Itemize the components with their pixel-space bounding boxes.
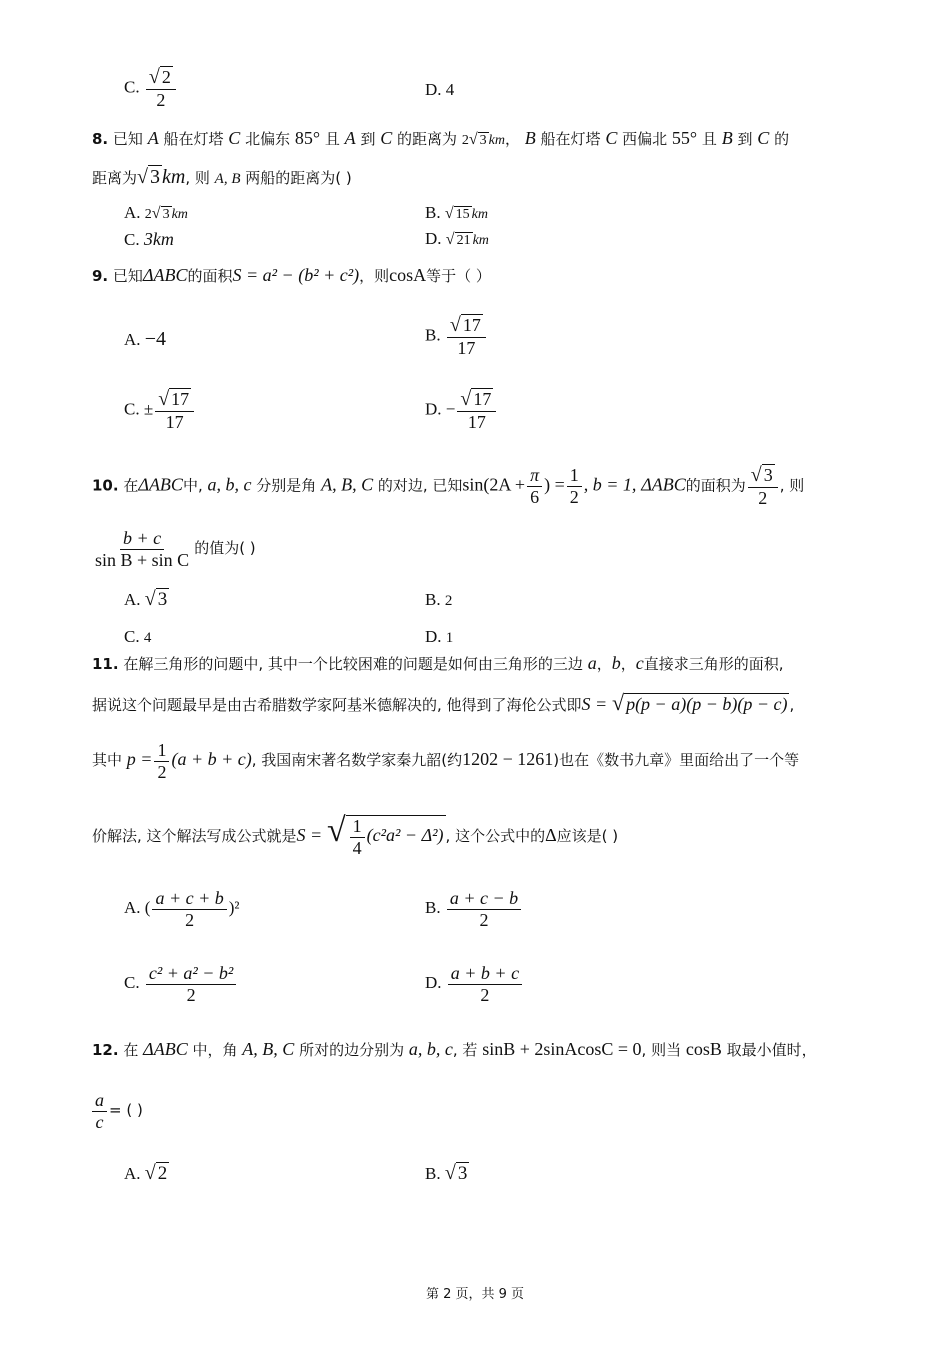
unit: km (471, 207, 488, 222)
heron-radicand: p(p − a)(p − b)(p − c) (626, 694, 788, 714)
denominator: 2 (186, 984, 196, 1005)
text: , 这个公式中的 (445, 827, 546, 845)
q11-option-d (425, 963, 524, 1005)
math: B (524, 128, 536, 148)
option-label: A. (124, 590, 141, 609)
math: c (635, 653, 644, 673)
option-label: D. (425, 973, 442, 993)
option-label: B. (425, 203, 441, 222)
fraction (527, 465, 542, 507)
text: , 我国南宋著名数学家秦九韶(约 (251, 751, 463, 770)
q11-option-c (124, 963, 238, 1005)
text: 价解法, 这个解法写成公式就是 (92, 827, 297, 845)
q12-line2 (92, 1090, 143, 1132)
fraction: $\frac{√ 17}{17}$ (447, 314, 486, 359)
text: , 则 (185, 169, 210, 187)
q10-option-b (425, 590, 452, 610)
text: 在 (123, 476, 139, 495)
q11-line1 (92, 653, 784, 674)
text: 的距离为 (397, 130, 458, 148)
radicand: 3 (763, 465, 773, 485)
numerator: 1 (350, 816, 365, 838)
fraction: $\frac{√ 3}{2}$ (748, 464, 778, 509)
fraction (152, 888, 226, 930)
q9-option-b (425, 314, 488, 359)
q11-line4: 价解法, 这个解法写成公式就是S = √ $\frac{1}{4}$ (c²a² − Δ²) , 这个公式中的Δ应该是( ) (92, 812, 619, 858)
math: 55° (671, 128, 698, 148)
option-value: −4 (144, 328, 167, 350)
math: ΔABC (142, 265, 188, 285)
numerator: a + c + b (152, 888, 226, 910)
fraction: $\frac{√ 17}{17}$ (457, 388, 496, 433)
denominator: c (95, 1111, 104, 1132)
unit: km (488, 133, 505, 148)
q9-option-d (425, 388, 498, 433)
q10-option-d (425, 627, 453, 647)
question-number: 8. (92, 130, 109, 148)
question-number: 12. (92, 1041, 119, 1059)
text: 在解三角形的问题中, 其中一个比较困难的问题是如何由三角形的三边 (123, 655, 583, 673)
text: 距离为 (92, 169, 138, 187)
radicand: 17 (473, 389, 492, 409)
q8-option-d: D. √ 21 km (425, 229, 489, 248)
denominator: 2 (157, 761, 167, 782)
fraction (92, 1090, 107, 1132)
option-label: C. (124, 973, 140, 993)
text: 的面积 (187, 267, 233, 285)
option-label: A. (124, 203, 141, 222)
option-label: B. (425, 590, 441, 609)
math: cosA (389, 265, 427, 285)
area-formula: S = a² − (b² + c²) (232, 265, 360, 285)
sign: ± (143, 399, 154, 419)
option-label: A. (124, 1164, 141, 1183)
text: 两船的距离为( ) (245, 169, 352, 187)
option-label: D. (425, 399, 442, 419)
fraction (146, 963, 236, 1005)
math: C (605, 128, 618, 148)
text: 应该是( ) (556, 827, 619, 845)
denominator: sin B + sin C (95, 549, 190, 570)
unit: km (171, 207, 188, 222)
radicand: 3 (479, 133, 487, 148)
text: 西偏北 (622, 130, 668, 148)
denominator: 4 (352, 837, 362, 858)
q8-option-b: B. √ 15 km (425, 203, 488, 222)
math: A (147, 128, 159, 148)
q12-line1 (92, 1039, 817, 1060)
q10-option-a: A. √ 3 (124, 588, 168, 610)
option-label: B. (425, 898, 441, 918)
fraction (448, 963, 522, 1005)
math: A, B, C (321, 474, 374, 495)
q11-option-a (124, 888, 240, 930)
text: , (789, 696, 795, 714)
q11-option-b (425, 888, 523, 930)
denominator: 2 (569, 486, 579, 507)
math: 85° (294, 128, 321, 148)
q10-option-c (124, 627, 151, 647)
math: C (757, 128, 770, 148)
denominator: 6 (530, 486, 540, 507)
paren: )² (228, 898, 240, 918)
math: A, B (214, 171, 241, 187)
text: ，则 (359, 267, 390, 285)
option-value: 4 (143, 630, 152, 646)
numerator: b + c (120, 528, 164, 550)
text: 船在灯塔 (163, 130, 224, 148)
text: 据说这个问题最早是由古希腊数学家阿基米德解决的, 他得到了海伦公式即 (92, 696, 582, 714)
math: a (587, 653, 597, 673)
text: 已知 (112, 267, 143, 285)
text: 等于（ ） (426, 267, 491, 285)
option-value: 1 (445, 630, 454, 646)
math: ΔABC (641, 474, 686, 495)
option-value: 2 (444, 593, 453, 609)
page-footer: 第 2 页，共 9 页 (425, 1287, 525, 1302)
math: A (344, 128, 356, 148)
text: 的对边, 已知 (377, 476, 463, 495)
text: , 则 (779, 476, 805, 495)
q10-line1 (92, 464, 804, 509)
numerator: 1 (154, 740, 169, 762)
text: 且 (324, 130, 340, 148)
radicand: 17 (171, 389, 190, 409)
q9-option-a (124, 328, 166, 351)
fraction (567, 465, 582, 507)
math: ΔABC (138, 474, 183, 495)
radicand: 17 (462, 315, 481, 335)
math: B (721, 128, 733, 148)
text: 且 (701, 130, 717, 148)
text: , 则当 (641, 1041, 682, 1059)
option-label: A. (124, 898, 141, 918)
text: 直接求三角形的面积, (643, 655, 784, 673)
math: (c²a² − Δ²) (366, 825, 444, 845)
q8-line1: 8. 已知 A 船在灯塔 C 北偏东 85° 且 A 到 C 的距离为 2√ 3 km， B 船在灯塔 C 西偏北 55° 且 B 到 C 的 (92, 128, 790, 148)
option-label: A. (124, 330, 141, 349)
q9-line1 (92, 265, 491, 286)
text: )也在《数书九章》里面给出了一个等 (553, 751, 800, 770)
text: ， (504, 130, 520, 148)
text: 的面积为 (685, 476, 746, 495)
sign: − (445, 399, 456, 419)
text: 的值为( ) (194, 539, 256, 558)
radicand: 2 (161, 67, 171, 87)
question-number: 11. (92, 655, 119, 673)
text: 到 (737, 130, 753, 148)
denominator: 2 (480, 984, 490, 1005)
q8-line2: 距离为√ 3 km, 则 A, B 两船的距离为( ) (92, 166, 352, 188)
unit: km (162, 166, 186, 188)
denominator: 17 (467, 412, 486, 432)
option-label: C. (124, 627, 140, 646)
option-label: B. (425, 1164, 441, 1183)
text: 取最小值时， (726, 1041, 817, 1059)
option-label: C. (124, 399, 140, 419)
q7-option-d (425, 80, 454, 100)
numerator: a + b + c (448, 963, 522, 985)
q11-line2: 据说这个问题最早是由古希腊数学家阿基米德解决的, 他得到了海伦公式即S = √ p(p − a)(p − b)(p − c) , (92, 690, 795, 715)
math: C (228, 128, 241, 148)
denominator: 2 (185, 909, 195, 930)
q12-option-b: B. √ 3 (425, 1162, 468, 1184)
text: 已知 (112, 130, 143, 148)
paren: ( (144, 898, 151, 918)
option-value: 4 (445, 80, 455, 99)
text: 在 (123, 1041, 139, 1059)
equation: sinB + 2sinAcosC = 0 (482, 1039, 642, 1059)
numerator: a + c − b (447, 888, 521, 910)
math: sin(2A + (462, 474, 526, 495)
numerator: π (527, 465, 542, 487)
option-label: B. (425, 325, 441, 345)
text: 中，角 (192, 1041, 238, 1059)
radicand: 21 (456, 233, 471, 248)
denominator: 17 (457, 338, 476, 358)
text: 到 (360, 130, 376, 148)
math: , b = 1, (583, 474, 637, 495)
q9-option-c (124, 388, 196, 433)
math: 2 (461, 133, 469, 148)
radicand: 3 (157, 589, 168, 610)
denominator: 17 (165, 412, 184, 432)
option-label: D. (425, 80, 442, 99)
math: (a + b + c) (171, 749, 252, 770)
question-number: 9. (92, 267, 109, 285)
radicand: 3 (162, 207, 170, 222)
text: ， (620, 655, 636, 673)
denominator: 2 (758, 488, 768, 508)
text: 船在灯塔 (540, 130, 601, 148)
fraction: $\frac{√ 17}{17}$ (155, 388, 194, 433)
math: A, B, C (242, 1039, 295, 1059)
q8-option-a: A. 2√ 3 km (124, 203, 188, 222)
years: 1202 − 1261 (462, 749, 554, 770)
q7-option-c (124, 66, 178, 111)
option-value: 3km (143, 229, 174, 249)
math: S = (296, 825, 323, 845)
text: 其中 (92, 751, 123, 770)
numerator: c² + a² − b² (146, 963, 236, 985)
numerator: a (92, 1090, 107, 1112)
radicand: 15 (455, 207, 470, 222)
math: b (611, 653, 621, 673)
option-label: C. (124, 77, 140, 97)
q10-line2 (92, 528, 256, 570)
fraction (350, 816, 365, 858)
text: 所对的边分别为 (299, 1041, 405, 1059)
math: ) = (544, 474, 565, 495)
option-label: C. (124, 230, 140, 249)
q11-line3 (92, 740, 799, 782)
option-label: D. (425, 229, 442, 248)
radicand: 2 (157, 1163, 168, 1184)
text: 分别是角 (256, 476, 317, 495)
math: ΔABC (143, 1039, 188, 1059)
q8-option-c (124, 229, 174, 250)
fraction (92, 528, 192, 570)
math: a, b, c (207, 474, 252, 495)
math: cosB (685, 1039, 722, 1059)
option-label: D. (425, 627, 442, 646)
text: 中, (182, 476, 203, 495)
math: a, b, c (408, 1039, 453, 1059)
q12-option-a: A. √ 2 (124, 1162, 168, 1184)
denominator: 2 (479, 909, 489, 930)
text: , 若 (452, 1041, 478, 1059)
fraction (447, 888, 521, 930)
radicand: 3 (150, 166, 160, 188)
question-number: 10. (92, 476, 119, 495)
math: p = (126, 749, 153, 770)
fraction (154, 740, 169, 782)
denominator: 2 (156, 90, 166, 110)
fraction: $\frac{√ 2}{2}$ (146, 66, 176, 111)
radicand: 3 (457, 1163, 468, 1184)
math: S = (581, 694, 608, 714)
text: 的 (774, 130, 790, 148)
math: Δ (545, 825, 557, 845)
numerator: 1 (567, 465, 582, 487)
math: C (380, 128, 393, 148)
text: = ( ) (109, 1101, 143, 1120)
coef: 2 (144, 207, 152, 222)
unit: km (472, 233, 489, 248)
text: 北偏东 (245, 130, 291, 148)
text: ， (596, 655, 612, 673)
